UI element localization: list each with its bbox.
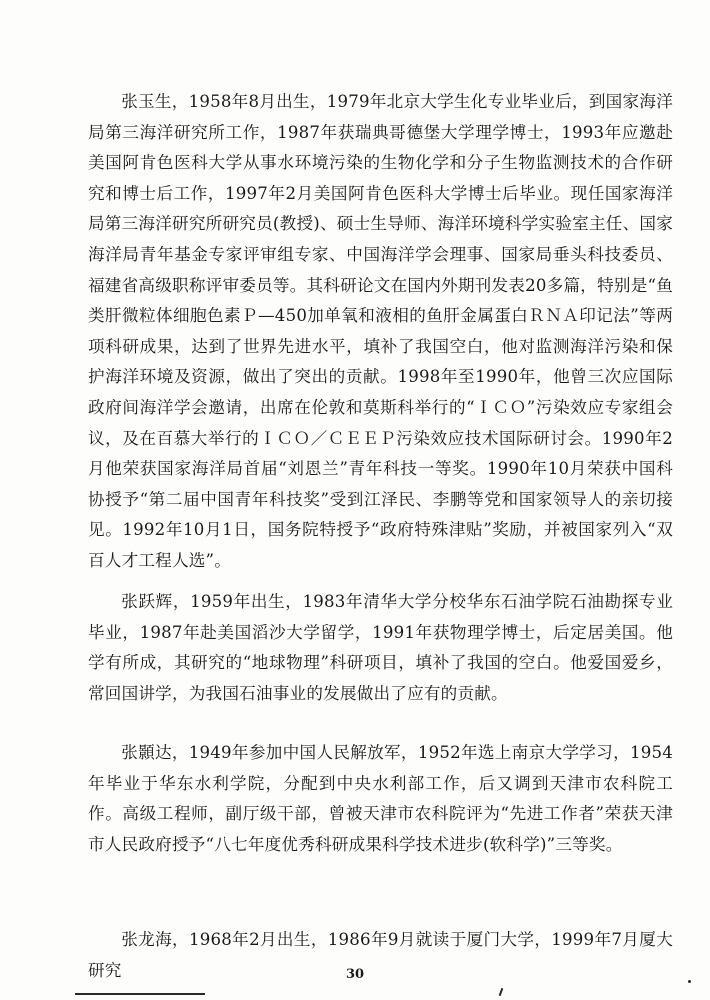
scan-artifact-tick (499, 988, 504, 996)
biography-paragraph-zhang-haoda: 张顥达，1949年参加中国人民解放军，1952年选上南京大学学习，1954年毕业于华东水利学院，分配到中央水利部工作，后又调到天津市农科院工作。高级工程师，副厅级干部，曾被天津市农科院评为“先进工作者”荣获天津市人民政府授予“八七年度优秀科研成果科学技术进步(软科学)”三等奖。 (88, 743, 673, 854)
biography-paragraph-zhang-longhai: 张龙海，1968年2月出生，1986年9月就读于厦门大学，1999年7月厦大研究 (88, 930, 673, 980)
scan-artifact-line (75, 993, 205, 995)
biography-paragraph-zhang-yusheng: 张玉生，1958年8月出生，1979年北京大学生化专业毕业后，到国家海洋局第三海洋研究所工作，1987年获瑞典哥德堡大学理学博士，1993年应邀赴美国阿肯色医科大学从事水环境污染的生物化学和分子生物监测技术的合作研究和博士后工作，1997年2月美国阿肯色医科大学博士后毕业。现任国家海洋局第三海洋研究所研究员(教授)、硕士生导师、海洋环境科学实验室主任、国家海洋局青年基金专家评审组专家、中国海洋学会理事、国家局垂头科技委员、福建省高级职称评审委员等。其科研论文在国内外期刊发表20多篇，特别是“鱼类肝微粒体细胞色素Ｐ—450加单氧和液相的鱼肝金属蛋白ＲＮＡ印记法”等两项科研成果，达到了世界先进水平，填补了我国空白，他对监测海洋污染和保护海洋环境及资源，做出了突出的贡献。1998年至1990年，他曾三次应国际政府间海洋学会邀请，出席在伦敦和莫斯科举行的“ＩＣＯ”污染效应专家组会议，及在百慕大举行的ＩＣＯ／ＣＥＥＰ污染效应技术国际研讨会。1990年2月他荣获国家海洋局首届“刘恩兰”青年科技一等奖。1990年10月荣获中国科协授予“第二届中国青年科技奖”受到江泽民、李鹏等党和国家领导人的亲切接见。1992年10月1日，国务院特授予“政府特殊津贴”奖励，并被国家列入“双百人才工程人选”。 (88, 92, 673, 570)
biography-paragraph-zhang-yuehui: 张跃辉，1959年出生，1983年清华大学分校华东石油学院石油勘探专业毕业，1987年赴美国滔沙大学留学，1991年获物理学博士，后定居美国。他学有所成，其研究的“地球物理”科研项目，填补了我国的空白。他爱国爱乡，常回国讲学，为我国石油事业的发展做出了应有的贡献。 (88, 592, 673, 703)
scan-artifact-dot (688, 980, 691, 983)
page-number: 30 (345, 967, 365, 982)
